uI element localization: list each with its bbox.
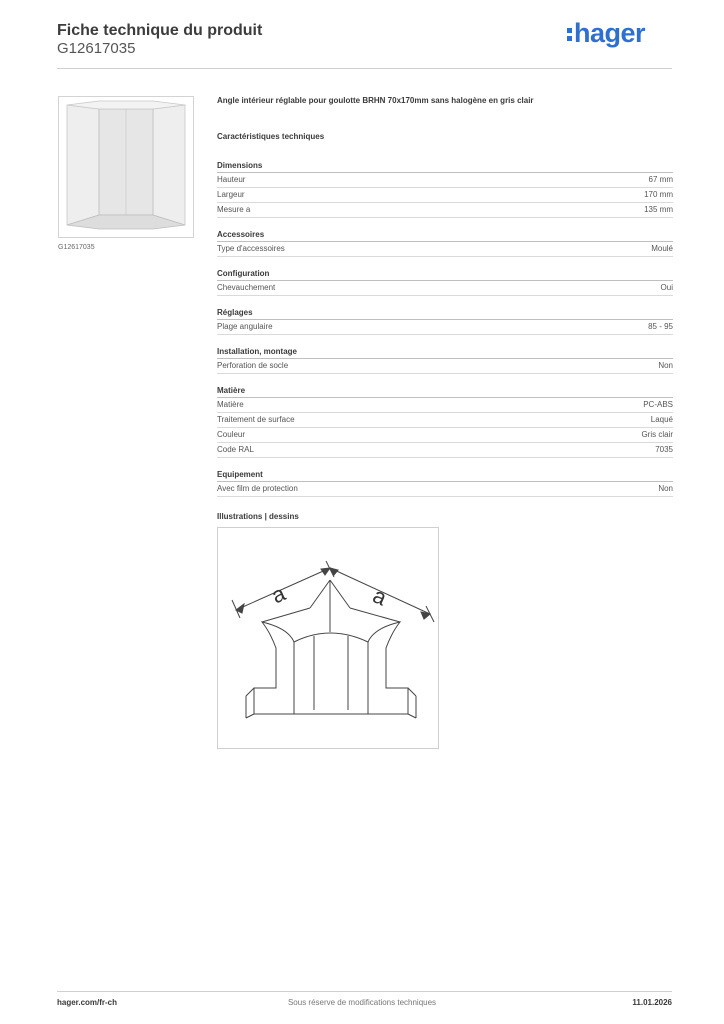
spec-label: Perforation de socle bbox=[217, 361, 289, 370]
spec-value: 85 - 95 bbox=[648, 322, 673, 331]
spec-group-title: Installation, montage bbox=[217, 346, 673, 359]
spec-value: Gris clair bbox=[641, 430, 673, 439]
spec-label: Mesure a bbox=[217, 205, 251, 214]
spec-group-accessoires bbox=[217, 229, 673, 257]
spec-label: Traitement de surface bbox=[217, 415, 295, 424]
spec-row bbox=[217, 242, 673, 257]
spec-group-title: Matière bbox=[217, 385, 673, 398]
spec-row bbox=[217, 443, 673, 458]
technical-drawing-image bbox=[218, 528, 438, 748]
spec-value: 67 mm bbox=[648, 175, 673, 184]
spec-label: Chevauchement bbox=[217, 283, 276, 292]
spec-label: Code RAL bbox=[217, 445, 254, 454]
spec-group-matiere bbox=[217, 385, 673, 458]
spec-value: 135 mm bbox=[644, 205, 673, 214]
spec-label: Matière bbox=[217, 400, 244, 409]
spec-group-title: Equipement bbox=[217, 469, 673, 482]
header-divider bbox=[57, 68, 672, 69]
footer-notice: Sous réserve de modifications techniques bbox=[287, 998, 437, 1007]
technical-drawing bbox=[217, 527, 439, 749]
spec-group-title: Réglages bbox=[217, 307, 673, 320]
dimension-label-a-right: a bbox=[369, 582, 391, 611]
spec-row bbox=[217, 173, 673, 188]
spec-row bbox=[217, 320, 673, 335]
dimension-label-a-left: a bbox=[267, 580, 289, 609]
product-description: Angle intérieur réglable pour goulotte BRHN 70x170mm sans halogène en gris clair bbox=[217, 96, 534, 105]
footer-divider bbox=[57, 991, 672, 992]
spec-label: Couleur bbox=[217, 430, 246, 439]
hager-logo bbox=[567, 18, 645, 49]
footer-website-link[interactable]: hager.com/fr-ch bbox=[57, 998, 118, 1007]
spec-value: Oui bbox=[660, 283, 673, 292]
spec-value: Non bbox=[658, 484, 673, 493]
logo-dots-icon bbox=[567, 25, 572, 44]
spec-label: Type d'accessoires bbox=[217, 244, 285, 253]
spec-row bbox=[217, 398, 673, 413]
thumbnail-caption: G12617035 bbox=[58, 244, 95, 251]
spec-content bbox=[217, 96, 673, 524]
illustrations-title: Illustrations | dessins bbox=[217, 512, 299, 521]
spec-row bbox=[217, 203, 673, 218]
spec-value: Moulé bbox=[651, 244, 673, 253]
spec-row bbox=[217, 413, 673, 428]
spec-group-installation bbox=[217, 346, 673, 374]
product-thumbnail bbox=[58, 96, 194, 238]
spec-row bbox=[217, 428, 673, 443]
logo-text: hager bbox=[574, 18, 646, 48]
page-title: Fiche technique du produit bbox=[57, 22, 263, 39]
product-code: G12617035 bbox=[57, 40, 136, 57]
spec-label: Hauteur bbox=[217, 175, 246, 184]
spec-row bbox=[217, 482, 673, 497]
product-thumbnail-image bbox=[59, 97, 193, 237]
spec-label: Avec film de protection bbox=[217, 484, 298, 493]
spec-value: PC-ABS bbox=[643, 400, 673, 409]
spec-group-dimensions bbox=[217, 160, 673, 218]
spec-group-equipement bbox=[217, 469, 673, 497]
spec-group-reglages bbox=[217, 307, 673, 335]
spec-group-title: Dimensions bbox=[217, 160, 673, 173]
spec-group-title: Accessoires bbox=[217, 229, 673, 242]
spec-row bbox=[217, 359, 673, 374]
spec-row bbox=[217, 281, 673, 296]
spec-value: 170 mm bbox=[644, 190, 673, 199]
footer-date: 11.01.2026 bbox=[632, 998, 672, 1007]
spec-label: Largeur bbox=[217, 190, 245, 199]
spec-value: Non bbox=[658, 361, 673, 370]
spec-group-title: Configuration bbox=[217, 268, 673, 281]
spec-value: Laqué bbox=[650, 415, 673, 424]
spec-label: Plage angulaire bbox=[217, 322, 273, 331]
spec-row bbox=[217, 188, 673, 203]
spec-group-configuration bbox=[217, 268, 673, 296]
spec-value: 7035 bbox=[655, 445, 673, 454]
tech-specs-title: Caractéristiques techniques bbox=[217, 132, 325, 141]
